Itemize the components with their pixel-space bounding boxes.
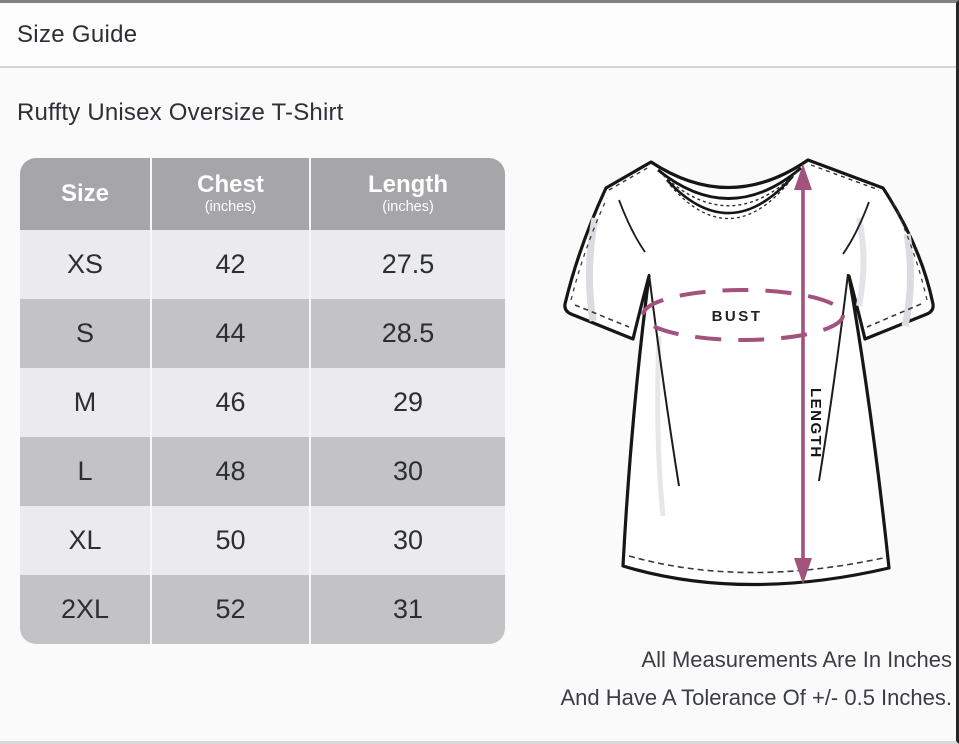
table-row: [20, 437, 505, 506]
page-title: Size Guide: [17, 20, 138, 48]
product-title: Ruffty Unisex Oversize T-Shirt: [17, 99, 344, 126]
column-label: Length: [368, 171, 448, 198]
column-label: Chest: [197, 171, 264, 198]
cell-length: 28.5: [310, 299, 505, 368]
table-row: [20, 368, 505, 437]
column-unit: (inches): [382, 199, 434, 215]
bust-label: BUST: [711, 308, 763, 325]
tshirt-outline: [565, 160, 933, 585]
cell-chest: 48: [151, 437, 310, 506]
size-table: [20, 158, 505, 644]
size-table-card: [20, 158, 505, 644]
cell-chest: 46: [151, 368, 310, 437]
column-header-length: [310, 158, 505, 230]
cell-size: M: [20, 368, 151, 437]
table-row: [20, 575, 505, 644]
table-row: [20, 230, 505, 299]
cell-length: 30: [310, 506, 505, 575]
cell-length: 31: [310, 575, 505, 644]
cell-size: L: [20, 437, 151, 506]
table-header-row: [20, 158, 505, 230]
table-row: [20, 506, 505, 575]
cell-chest: 42: [151, 230, 310, 299]
diagram-column: [505, 156, 956, 717]
cell-length: 29: [310, 368, 505, 437]
column-header-chest: [151, 158, 310, 230]
tshirt-measurement-diagram: [559, 156, 944, 621]
length-label: LENGTH: [807, 388, 824, 459]
cell-size: 2XL: [20, 575, 151, 644]
cell-length: 27.5: [310, 230, 505, 299]
measurement-note: [505, 641, 956, 717]
header: [0, 3, 956, 68]
cell-length: 30: [310, 437, 505, 506]
note-line-2: And Have A Tolerance Of +/- 0.5 Inches.: [560, 685, 952, 710]
column-unit: (inches): [204, 199, 257, 215]
cell-size: XS: [20, 230, 151, 299]
cell-size: S: [20, 299, 151, 368]
cell-chest: 50: [151, 506, 310, 575]
column-label: Size: [60, 180, 110, 207]
column-header-size: [20, 158, 151, 230]
cell-chest: 44: [151, 299, 310, 368]
content: [0, 158, 956, 717]
cell-chest: 52: [151, 575, 310, 644]
table-row: [20, 299, 505, 368]
note-line-1: All Measurements Are In Inches: [641, 647, 952, 672]
cell-size: XL: [20, 506, 151, 575]
